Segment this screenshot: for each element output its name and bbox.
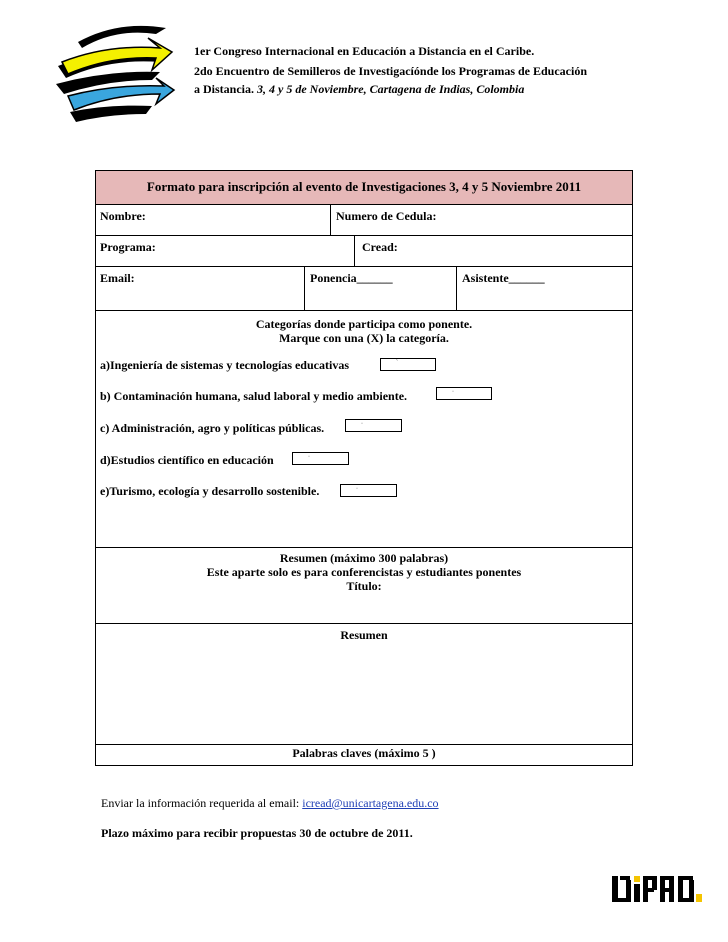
summary-note: Este aparte solo es para conferencistas y estudiantes ponentes <box>206 565 522 579</box>
divider <box>456 267 457 310</box>
congress-logo <box>48 14 178 124</box>
cread-label: Cread: <box>362 240 398 254</box>
registration-form <box>95 170 633 766</box>
email-instruction-text: Enviar la información requerida al email: <box>101 796 300 810</box>
category-e-mark: · <box>356 486 358 492</box>
category-d-label: d)Estudios científico en educación <box>100 453 274 467</box>
nombre-label: Nombre: <box>100 209 146 223</box>
category-a-mark: ` <box>396 360 398 366</box>
category-e-label: e)Turismo, ecología y desarrollo sostenible. <box>100 484 320 498</box>
contact-email-link[interactable]: icread@unicartagena.edu.co <box>302 796 439 810</box>
category-e-checkbox[interactable] <box>340 484 397 497</box>
header-line-1: 1er Congreso Internacional en Educación a Distancia en el Caribe. <box>194 44 535 58</box>
cedula-label: Numero de Cedula: <box>336 209 437 223</box>
row-programa <box>96 236 632 267</box>
row-nombre <box>96 205 632 236</box>
ponencia-label: Ponencia______ <box>310 271 393 285</box>
email-label: Email: <box>100 271 135 285</box>
category-a-label: a)Ingeniería de sistemas y tecnologías educativas <box>100 358 349 372</box>
category-d-checkbox[interactable] <box>292 452 349 465</box>
category-c-checkbox[interactable] <box>345 419 402 432</box>
category-d-mark: · <box>308 454 310 460</box>
header-line-3 <box>194 80 524 99</box>
summary-body-section <box>96 624 632 745</box>
email-instruction <box>101 796 439 811</box>
programa-label: Programa: <box>100 240 156 254</box>
dipad-logo <box>612 872 708 906</box>
summary-label: Resumen <box>340 628 388 642</box>
keywords-label: Palabras claves (máximo 5 ) <box>292 746 436 760</box>
form-title: Formato para inscripción al evento de Investigaciones 3, 4 y 5 Noviembre 2011 <box>146 179 582 194</box>
category-b-label: b) Contaminación humana, salud laboral y medio ambiente. <box>100 389 408 403</box>
divider <box>330 205 331 235</box>
category-c-label: c) Administración, agro y políticas públicas. <box>100 421 325 435</box>
form-title-band <box>96 171 632 205</box>
summary-heading: Resumen (máximo 300 palabras) <box>279 551 449 565</box>
category-a-checkbox[interactable] <box>380 358 436 371</box>
deadline-text: Plazo máximo para recibir propuestas 30 de octubre de 2011. <box>101 826 413 840</box>
title-label: Título: <box>346 579 382 593</box>
categories-title: Categorías donde participa como ponente. <box>255 317 473 331</box>
keywords-row <box>96 745 632 765</box>
category-c-mark: · <box>361 421 363 427</box>
categories-instruction: Marque con una (X) la categoría. <box>279 331 449 345</box>
category-b-mark: · <box>452 389 454 395</box>
categories-section <box>96 311 632 548</box>
summary-header-section <box>96 548 632 624</box>
divider <box>304 267 305 310</box>
divider <box>354 236 355 266</box>
header-line-3-prefix: a Distancia. <box>194 82 254 96</box>
asistente-label: Asistente______ <box>462 271 545 285</box>
event-dates: 3, 4 y 5 de Noviembre, Cartagena de Indias, Colombia <box>257 82 525 96</box>
header-line-2: 2do Encuentro de Semilleros de Investigacíónde los Programas de Educación <box>194 64 588 78</box>
row-email <box>96 267 632 311</box>
category-b-checkbox[interactable] <box>436 387 492 400</box>
